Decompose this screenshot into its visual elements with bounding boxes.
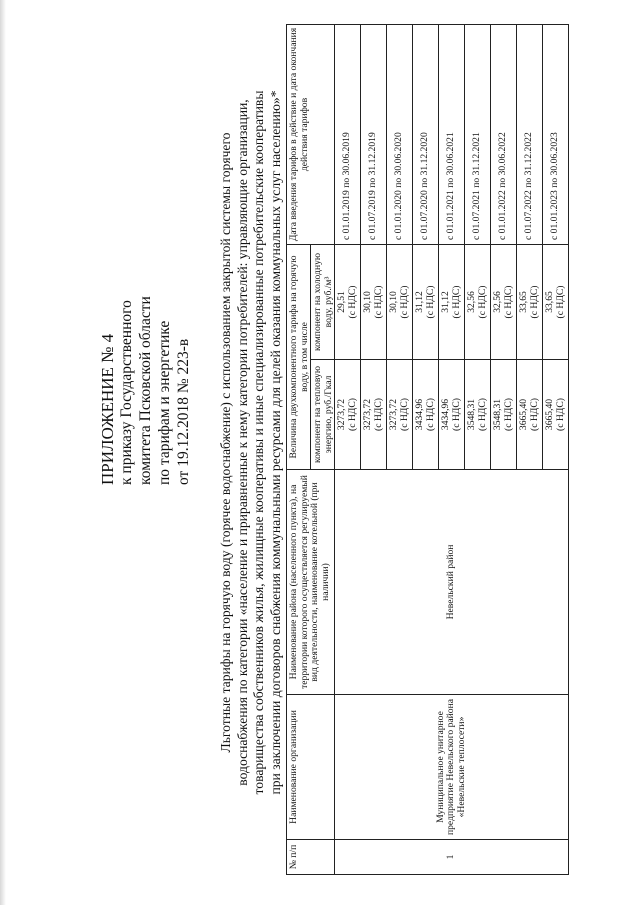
water-value: 33,65 bbox=[518, 291, 529, 313]
period-dates: с 01.01.2019 по 30.06.2019 bbox=[335, 24, 361, 244]
water-component-cell bbox=[387, 244, 413, 359]
water-value: 32,56 bbox=[492, 291, 503, 313]
water-component-cell bbox=[439, 244, 465, 359]
vat-note: (с НДС) bbox=[450, 285, 462, 319]
heat-component-cell bbox=[491, 360, 517, 470]
appendix-line: по тарифам и энергетике bbox=[156, 320, 173, 485]
vat-note: (с НДС) bbox=[424, 285, 436, 319]
vat-note: (с НДС) bbox=[554, 398, 566, 431]
vat-note: (с НДС) bbox=[554, 285, 566, 319]
period-dates: с 01.07.2021 по 31.12.2021 bbox=[465, 24, 491, 244]
vat-note: (с НДС) bbox=[346, 398, 358, 431]
header-water-component: компонент на холодную воду, руб./м³ bbox=[311, 244, 335, 359]
water-value: 32,56 bbox=[466, 291, 477, 313]
row-number: 1 bbox=[335, 840, 569, 875]
document-heading bbox=[218, 20, 284, 865]
header-district: Наименование района (населенного пункта), на территории которого осуществляется регулируемый вид деятельности, наименование котельной (при наличии) bbox=[287, 470, 335, 695]
water-value: 30,10 bbox=[388, 291, 399, 313]
appendix-line: к приказу Государственного bbox=[118, 300, 135, 485]
vat-note: (с НДС) bbox=[372, 398, 384, 431]
heat-component-cell bbox=[335, 360, 361, 470]
period-dates: с 01.07.2019 по 31.12.2019 bbox=[361, 24, 387, 244]
vat-note: (с НДС) bbox=[372, 285, 384, 319]
heat-component-cell bbox=[517, 360, 543, 470]
header-heat-component: компонент на тепловую энергию, руб./Гкал bbox=[311, 360, 335, 470]
heat-value: 3548,31 bbox=[492, 398, 503, 431]
vat-note: (с НДС) bbox=[476, 285, 488, 319]
heat-value: 3434,96 bbox=[440, 398, 451, 431]
appendix-line: от 19.12.2018 № 223-в bbox=[175, 338, 192, 485]
appendix-title: ПРИЛОЖЕНИЕ № 4 bbox=[98, 333, 117, 485]
heat-component-cell bbox=[439, 360, 465, 470]
heat-component-cell bbox=[361, 360, 387, 470]
vat-note: (с НДС) bbox=[424, 398, 436, 431]
table-row bbox=[335, 24, 361, 874]
heat-component-cell bbox=[465, 360, 491, 470]
water-component-cell bbox=[517, 244, 543, 359]
tariff-table bbox=[286, 24, 569, 875]
water-value: 31,12 bbox=[440, 291, 451, 313]
water-value: 29,51 bbox=[336, 291, 347, 313]
water-component-cell bbox=[335, 244, 361, 359]
period-dates: с 01.07.2020 по 31.12.2020 bbox=[413, 24, 439, 244]
period-dates: с 01.01.2023 по 30.06.2023 bbox=[543, 24, 569, 244]
heat-value: 3548,31 bbox=[466, 398, 477, 431]
vat-note: (с НДС) bbox=[398, 398, 410, 431]
heat-value: 3665,40 bbox=[544, 398, 555, 431]
heat-value: 3273,72 bbox=[388, 398, 399, 431]
heat-value: 3273,72 bbox=[336, 398, 347, 431]
heading-line: при заключении договоров снабжения коммунальными ресурсами для целей оказания коммунальных услуг населению»* bbox=[267, 90, 283, 795]
heat-component-cell bbox=[543, 360, 569, 470]
water-component-cell bbox=[543, 244, 569, 359]
period-dates: с 01.01.2020 по 30.06.2020 bbox=[387, 24, 413, 244]
vat-note: (с НДС) bbox=[346, 285, 358, 319]
header-organization: Наименование организации bbox=[287, 695, 335, 840]
heat-value: 3273,72 bbox=[362, 398, 373, 431]
vat-note: (с НДС) bbox=[528, 285, 540, 319]
vat-note: (с НДС) bbox=[502, 398, 514, 431]
heat-value: 3434,96 bbox=[414, 398, 425, 431]
heat-component-cell bbox=[387, 360, 413, 470]
vat-note: (с НДС) bbox=[398, 285, 410, 319]
water-component-cell bbox=[361, 244, 387, 359]
heading-line: товарищества собственников жилья, жилищные кооперативы и иные специализированные потребительские кооперативы bbox=[251, 90, 267, 795]
vat-note: (с НДС) bbox=[528, 398, 540, 431]
heat-component-cell bbox=[413, 360, 439, 470]
water-value: 31,12 bbox=[414, 291, 425, 313]
water-value: 33,65 bbox=[544, 291, 555, 313]
period-dates: с 01.01.2021 по 30.06.2021 bbox=[439, 24, 465, 244]
header-number: № п/п bbox=[287, 840, 335, 875]
vat-note: (с НДС) bbox=[450, 398, 462, 431]
vat-note: (с НДС) bbox=[502, 285, 514, 319]
water-value: 30,10 bbox=[362, 291, 373, 313]
header-dates: Дата введения тарифов в действие и дата окончания действия тарифов bbox=[287, 24, 335, 244]
heading-line: Льготные тарифы на горячую воду (горячее водоснабжение) с использованием закрытой системы горячего bbox=[218, 132, 233, 753]
appendix-line: комитета Псковской области bbox=[137, 296, 154, 485]
organization-name: Муниципальное унитарное предприятие Невельского района «Невельские теплосети» bbox=[335, 695, 569, 840]
header-tariff: Величина двухкомпонентного тарифа на горячую воду, в том числе bbox=[287, 244, 311, 469]
heading-line: водоснабжения по категории «население и приравненные к нему категории потребителей: управляющие организации, bbox=[234, 99, 250, 786]
water-component-cell bbox=[491, 244, 517, 359]
period-dates: с 01.07.2022 по 31.12.2022 bbox=[517, 24, 543, 244]
water-component-cell bbox=[465, 244, 491, 359]
district-name: Невельский район bbox=[335, 470, 569, 695]
water-component-cell bbox=[413, 244, 439, 359]
appendix-block bbox=[98, 225, 193, 485]
heat-value: 3665,40 bbox=[518, 398, 529, 431]
vat-note: (с НДС) bbox=[476, 398, 488, 431]
period-dates: с 01.01.2022 по 30.06.2022 bbox=[491, 24, 517, 244]
